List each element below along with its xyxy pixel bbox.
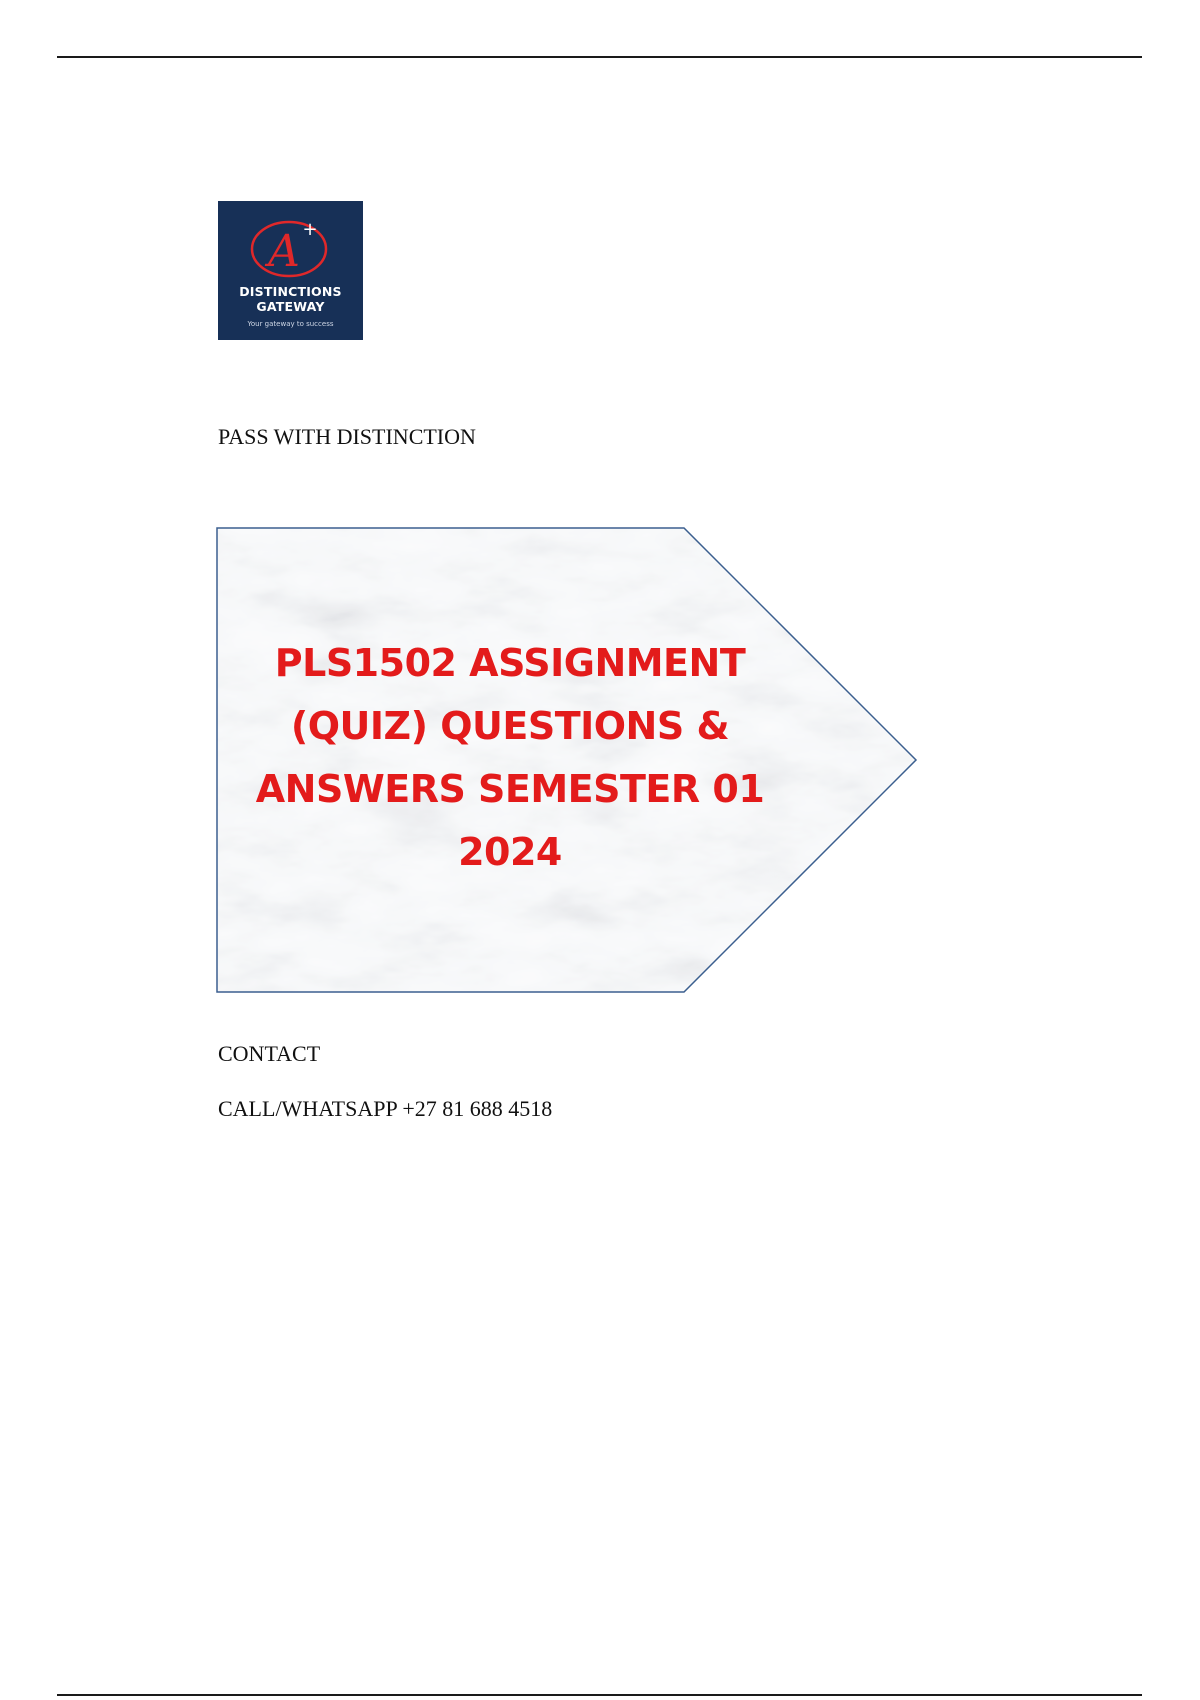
logo-tagline: Your gateway to success	[247, 320, 334, 328]
logo-line-1: DISTINCTIONS	[239, 284, 342, 299]
header-rule	[57, 56, 1142, 58]
logo-grade-letter: A	[268, 226, 300, 277]
logo-grade-plus: +	[302, 219, 318, 240]
document-title: PLS1502 ASSIGNMENT (QUIZ) QUESTIONS & ANSWERS SEMESTER 01 2024	[255, 641, 765, 874]
grade-circle-icon	[246, 213, 336, 283]
pass-tagline: PASS WITH DISTINCTION	[218, 424, 476, 449]
footer-rule	[57, 1694, 1142, 1696]
distinctions-gateway-logo	[218, 201, 363, 340]
title-banner	[216, 527, 918, 994]
contact-heading: CONTACT	[218, 1041, 321, 1066]
logo-line-2: GATEWAY	[256, 299, 325, 314]
contact-phone: CALL/WHATSAPP +27 81 688 4518	[218, 1096, 553, 1121]
